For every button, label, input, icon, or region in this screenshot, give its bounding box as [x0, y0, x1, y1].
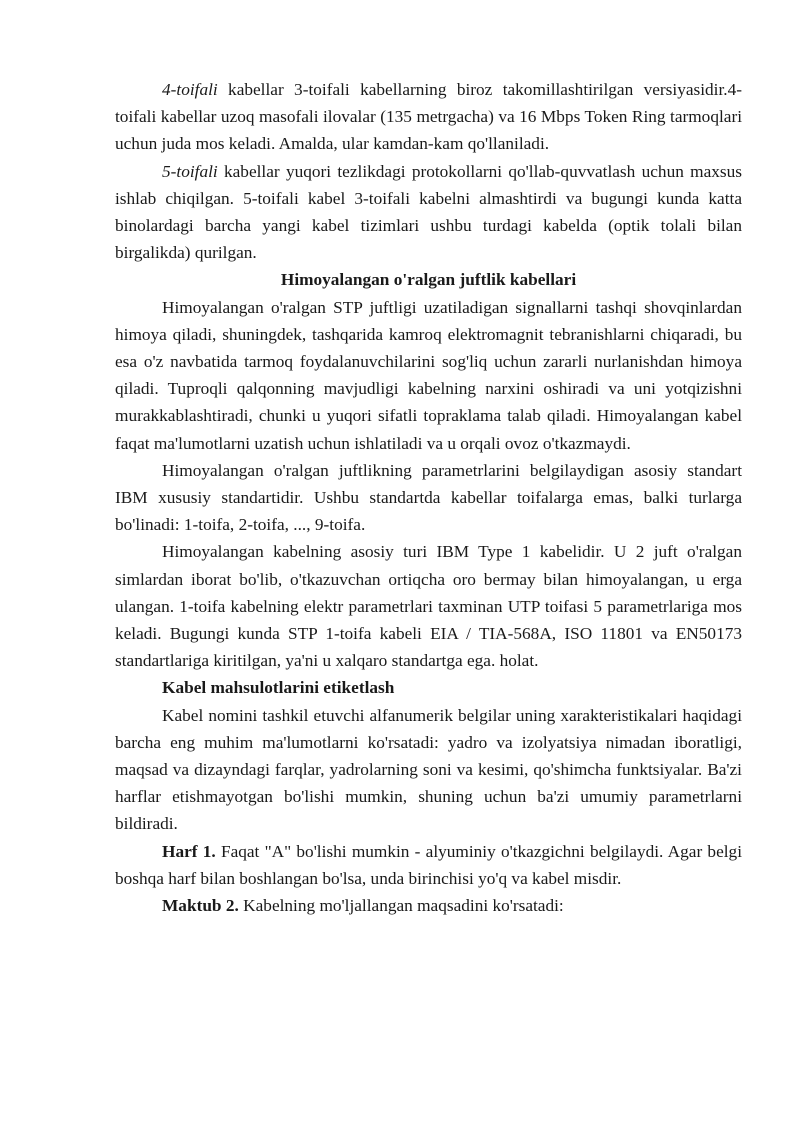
paragraph-category5: [115, 158, 742, 267]
category4-term: 4-toifali: [162, 80, 218, 99]
document-page: [115, 76, 742, 919]
category4-text: kabellar 3-toifali kabellarning biroz takomillashtirilgan versiyasidir.4-toifali kabellar uzoq masofali ilovalar (135 metrgacha) va 16 Mbps Token Ring tarmoqlari uchun juda mos keladi. Amalda, ular kamdan-kam qo'llaniladi.: [115, 80, 742, 154]
category5-text: kabellar yuqori tezlikdagi protokollarni qo'llab-quvvatlash uchun maxsus ishlab chiqilgan. 5-toifali kabel 3-toifali kabelni almashtirdi va bugungi kunda katta binolardagi barcha yangi kabel tizimlari ushbu turdagi kabelda (optik tolali bilan birgalikda) qurilgan.: [115, 161, 742, 263]
paragraph-cable-name: Kabel nomini tashkil etuvchi alfanumerik belgilar uning xarakteristikalari haqidagi barcha eng muhim ma'lumotlarni ko'rsatadi: yadro va izolyatsiya nimadan iboratligi, maqsad va dizayndagi farqlar, yadrolarning soni va kesimi, qo'shimcha funktsiyalar. Ba'zi harflar etishmayotgan bo'lishi mumkin, shuning uchun ba'zi umumiy parametrlarni bildiradi.: [115, 705, 742, 834]
letter2-text: Kabelning mo'ljallangan maqsadini ko'rsatadi:: [238, 896, 564, 916]
paragraph-letter2: [115, 892, 742, 919]
paragraph-category4: [115, 76, 742, 158]
section-heading-cable-labeling: Kabel mahsulotlarini etiketlash: [162, 678, 395, 698]
letter2-label: Maktub 2.: [162, 896, 239, 916]
paragraph-ibm-standard: Himoyalangan o'ralgan juftlikning parametrlarini belgilaydigan asosiy standart IBM xususiy standartidir. Ushbu standartda kabellar toifalarga emas, balki turlarga bo'linadi: 1-toifa, 2-toifa, ..., 9-toifa.: [115, 460, 742, 535]
paragraph-letter1: [115, 838, 742, 892]
letter1-label: Harf 1.: [162, 841, 216, 861]
section-heading-shielded-pair: Himoyalangan o'ralgan juftlik kabellari: [280, 270, 577, 290]
letter1-text: Faqat "A" bo'lishi mumkin - alyuminiy o'tkazgichni belgilaydi. Agar belgi boshqa harf bilan boshlangan bo'lsa, unda birinchisi yo'q va kabel misdir.: [115, 841, 742, 888]
category5-term: 5-toifali: [162, 161, 218, 181]
paragraph-ibm-type1: Himoyalangan kabelning asosiy turi IBM Type 1 kabelidir. U 2 juft o'ralgan simlardan iborat bo'lib, o'tkazuvchan ortiqcha oro bermay bilan himoyalangan, u erga ulangan. 1-toifa kabelning elektr parametrlari taxminan UTP toifasi 5 parametrlariga mos keladi. Bugungi kunda STP 1-toifa kabeli EIA / TIA-568A, ISO 11801 va EN50173 standartlariga kiritilgan, ya'ni u xalqaro standartga ega. holat.: [115, 542, 742, 671]
paragraph-stp-description: Himoyalangan o'ralgan STP juftligi uzatiladigan signallarni tashqi shovqinlardan himoya qiladi, shuningdek, tashqarida kamroq elektromagnit tebranishlarni chiqaradi, bu esa o'z navbatida tarmoq foydalanuvchilarini sog'liq uchun zararli nurlanishdan himoya qiladi. Tuproqli qalqonning mavjudligi kabelning narxini oshiradi va uni yotqizishni murakkablashtiradi, chunki u yuqori sifatli topraklama talab qiladi. Himoyalangan kabel faqat ma'lumotlarni uzatish uchun ishlatiladi va u orqali ovoz o'tkazmaydi.: [115, 297, 742, 453]
